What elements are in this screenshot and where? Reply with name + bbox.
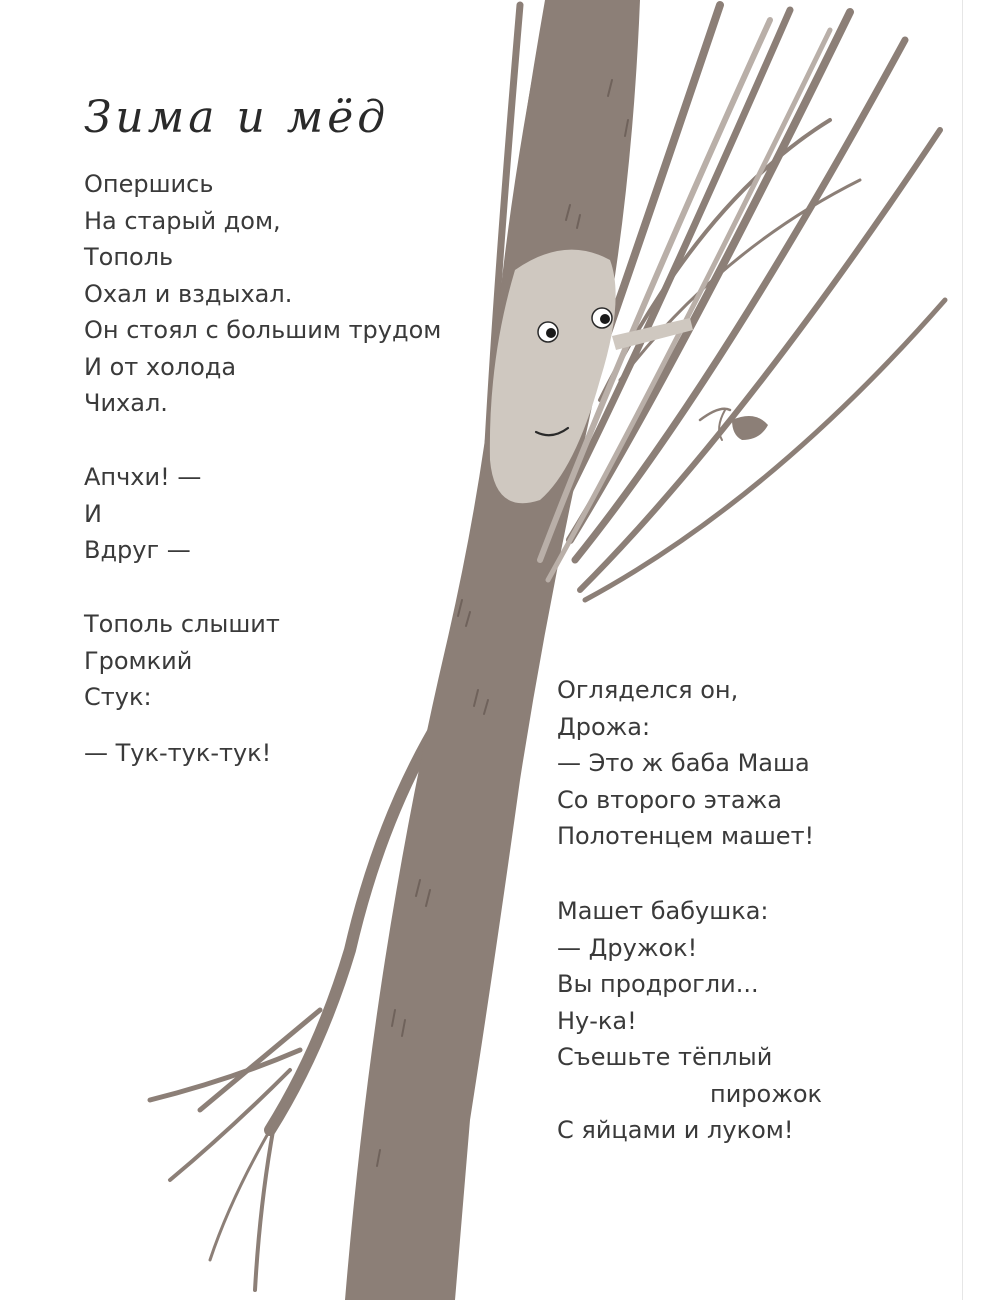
poem-line: И [84, 499, 102, 528]
left-stanza-1 [84, 166, 441, 422]
poem-line: Он стоял с большим трудом [84, 316, 442, 344]
poem-line: Машет бабушка: [557, 897, 769, 925]
poem-line: Съешьте тёплый [557, 1043, 773, 1071]
poem-line: Тополь слышит [84, 610, 280, 638]
poem-line: Стук: [84, 683, 152, 711]
leaf-icon [732, 416, 768, 440]
poem-line: И от холода [84, 352, 237, 381]
poem-line: Вы продрогли... [557, 970, 759, 998]
poem-line: На старый дом, [84, 206, 281, 235]
poem-line: Опершись [84, 170, 214, 198]
left-stanza-3 [84, 606, 280, 716]
right-stanza-2 [557, 893, 822, 1149]
poem-line: Со второго этажа [557, 785, 782, 814]
poem-line: Дрожа: [557, 712, 651, 741]
poem-line: Огляделся он, [557, 676, 739, 704]
poem-line: Вдруг — [84, 536, 191, 564]
poem-line: Чихал. [84, 389, 168, 417]
poem-line: — Тук-тук-тук! [84, 739, 272, 767]
poem-line: С яйцами и луком! [557, 1116, 794, 1144]
poem-line: — Дружок! [557, 933, 698, 962]
page-margin [962, 0, 1000, 1300]
left-stanza-4 [84, 735, 271, 772]
right-stanza-1 [557, 672, 814, 855]
poem-line: пирожок [710, 1079, 823, 1108]
poem-line: Ну-ка! [557, 1006, 637, 1035]
poem-title: Зима и мёд [84, 92, 390, 143]
poem-line: Апчхи! — [84, 463, 202, 491]
poem-line: Громкий [84, 646, 193, 675]
poem-line: Полотенцем машет! [557, 822, 815, 850]
left-stanza-2 [84, 459, 201, 569]
poem-line: — Это ж баба Маша [557, 749, 810, 777]
poem-line: Охал и вздыхал. [84, 279, 293, 308]
poem-line: Тополь [84, 243, 174, 271]
